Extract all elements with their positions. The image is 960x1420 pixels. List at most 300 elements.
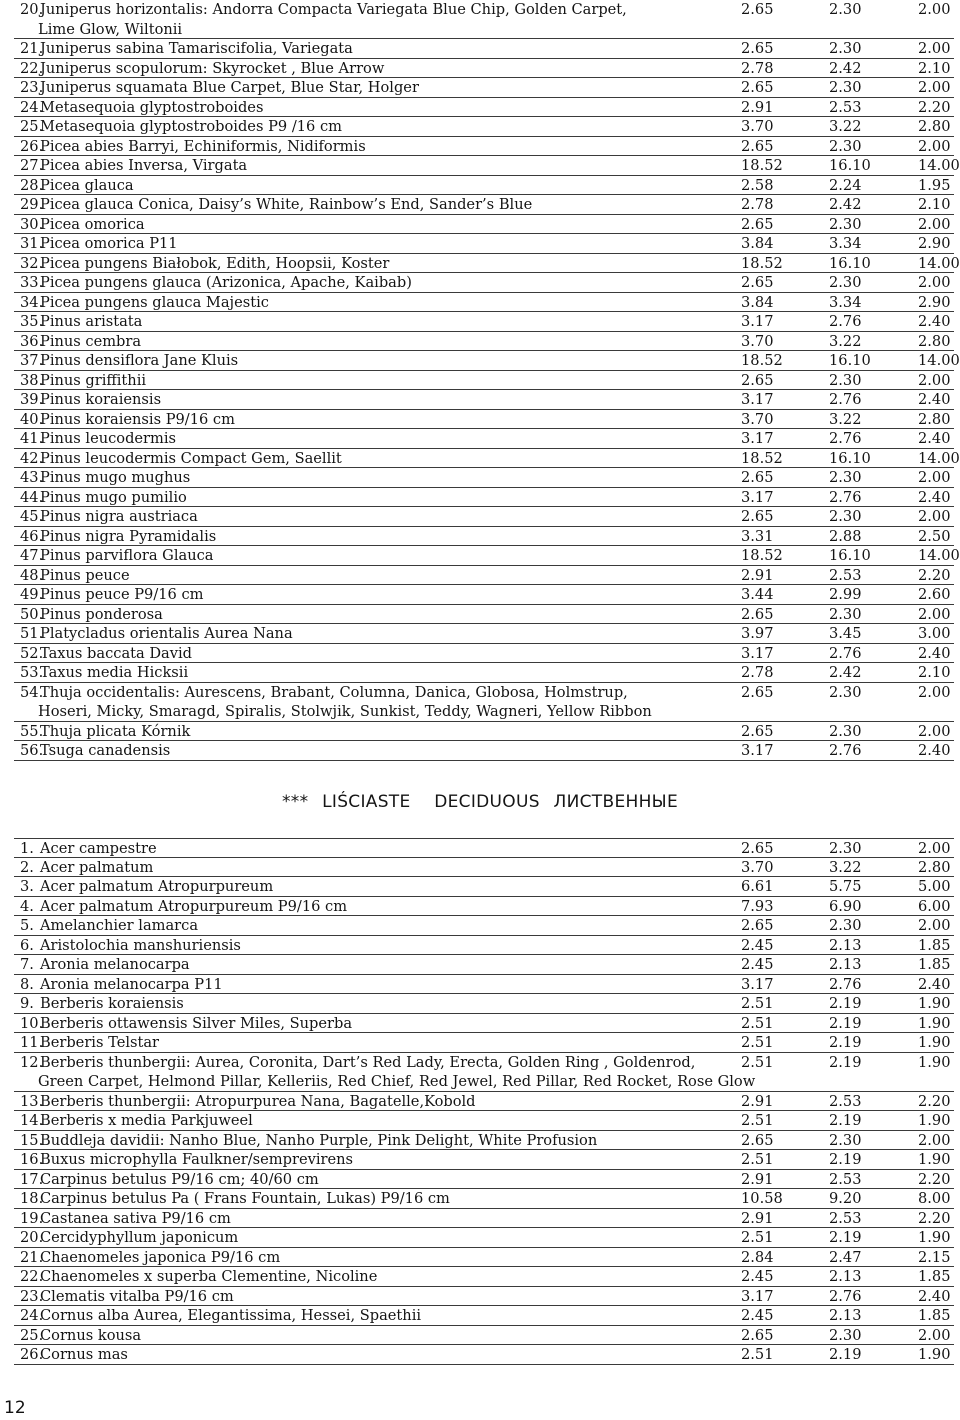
plant-name-line: Aronia melanocarpa [40, 956, 190, 973]
plant-name-line: Pinus aristata [40, 313, 143, 330]
plant-name-line: Picea pungens glauca (Arizonica, Apache, Kaibab) [40, 274, 412, 291]
plant-name [40, 312, 142, 332]
plant-name [40, 722, 190, 742]
table-row [14, 0, 954, 39]
row-number: 44. [20, 488, 44, 506]
price-p1: 2.65 [741, 1326, 774, 1344]
plant-name-line: Amelanchier lamarca [40, 917, 199, 934]
plant-name [40, 195, 532, 215]
price-p3: 2.20 [918, 1170, 951, 1188]
price-p2: 2.53 [829, 1170, 862, 1188]
price-p3: 5.00 [918, 878, 951, 895]
price-p1: 18.52 [741, 547, 783, 564]
plant-name-line: Metasequoia glyptostroboides [40, 98, 264, 116]
price-p1: 2.91 [741, 1209, 774, 1227]
price-p3: 2.00 [918, 917, 951, 934]
price-p2: 2.88 [829, 527, 862, 545]
price-p1: 2.45 [741, 936, 774, 954]
row-number: 19. [20, 1209, 44, 1227]
row-number: 6. [20, 936, 34, 954]
row-number: 54. [20, 683, 44, 701]
table-row [14, 955, 954, 975]
row-number: 37. [20, 352, 44, 369]
price-p3: 1.90 [918, 1014, 951, 1032]
price-p1: 2.65 [741, 917, 774, 934]
plant-name-line: Berberis ottawensis Silver Miles, Superba [40, 1014, 353, 1032]
table-row [14, 1053, 954, 1092]
table-row [14, 254, 960, 274]
section-title-pl: LIŚCIASTE [322, 792, 411, 812]
price-p2: 3.22 [829, 858, 862, 876]
price-p2: 2.76 [829, 430, 862, 447]
price-p2: 2.30 [829, 722, 862, 740]
price-p3: 2.00 [918, 605, 951, 623]
price-p2: 2.53 [829, 98, 862, 116]
price-p3: 2.00 [918, 1, 951, 18]
price-p2: 3.34 [829, 293, 862, 311]
row-number: 21. [20, 1248, 44, 1266]
table-row [14, 1248, 954, 1268]
price-p1: 2.78 [741, 59, 774, 77]
price-p3: 2.40 [918, 313, 951, 330]
row-number: 17. [20, 1170, 44, 1188]
price-p2: 2.53 [829, 566, 862, 584]
plant-name [40, 897, 347, 917]
plant-name-continuation: Hoseri, Micky, Smaragd, Spiralis, Stolwjik, Sunkist, Teddy, Wagneri, Yellow Ribbon [38, 703, 652, 720]
price-p2: 2.30 [829, 137, 862, 155]
plant-name [40, 1287, 234, 1307]
price-p2: 2.76 [829, 975, 862, 993]
row-number: 21. [20, 40, 44, 57]
row-number: 52. [20, 644, 44, 662]
price-p1: 2.58 [741, 176, 774, 194]
row-number: 22. [20, 59, 44, 77]
row-number: 24. [20, 1307, 44, 1324]
plant-name [40, 137, 366, 157]
price-p3: 2.00 [918, 371, 951, 389]
plant-name [40, 1150, 353, 1170]
price-p3: 2.00 [918, 1326, 951, 1344]
plant-name-line: Cornus kousa [40, 1326, 142, 1344]
price-p3: 14.00 [918, 449, 960, 467]
price-p3: 1.90 [918, 995, 951, 1012]
row-number: 20. [20, 1, 44, 18]
plant-name [40, 916, 198, 936]
price-p3: 2.00 [918, 469, 951, 486]
plant-name [40, 449, 342, 469]
plant-name-line: Pinus koraiensis P9/16 cm [40, 410, 235, 428]
price-p1: 3.70 [741, 118, 774, 135]
plant-name-line: Juniperus scopulorum: Skyrocket , Blue Arrow [40, 59, 385, 77]
price-p3: 2.80 [918, 332, 951, 350]
price-p3: 2.40 [918, 430, 951, 447]
table-row [14, 644, 954, 664]
price-p1: 3.70 [741, 858, 774, 876]
plant-name [40, 1306, 421, 1326]
price-p1: 2.65 [741, 605, 774, 623]
price-p2: 16.10 [829, 352, 871, 369]
row-number: 25. [20, 1326, 44, 1344]
plant-name-line: Thuja plicata Kórnik [40, 722, 191, 740]
plant-name-line: Berberis x media Parkjuweel [40, 1112, 253, 1129]
price-p2: 2.19 [829, 995, 862, 1012]
row-number: 14. [20, 1112, 44, 1129]
price-p1: 2.65 [741, 40, 774, 57]
plant-name [40, 1033, 159, 1053]
plant-name-line: Acer campestre [40, 840, 157, 857]
price-p2: 2.30 [829, 605, 862, 623]
price-p2: 2.30 [829, 1326, 862, 1344]
price-p3: 2.00 [918, 79, 951, 96]
row-number: 1. [20, 840, 34, 857]
plant-name [40, 858, 153, 878]
table-row [14, 722, 954, 742]
price-p3: 2.50 [918, 527, 951, 545]
price-p2: 5.75 [829, 878, 862, 895]
plant-name-line: Picea pungens Białobok, Edith, Hoopsii, Koster [40, 254, 390, 272]
price-p3: 2.40 [918, 1287, 951, 1305]
table-row [14, 1111, 954, 1131]
plant-name [40, 507, 198, 527]
table-row [14, 877, 954, 897]
table-row [14, 1345, 954, 1365]
price-p3: 2.00 [918, 1131, 951, 1149]
price-p2: 2.30 [829, 40, 862, 57]
price-p1: 2.91 [741, 1170, 774, 1188]
price-p3: 2.40 [918, 488, 951, 506]
price-p2: 2.19 [829, 1112, 862, 1129]
plant-name [40, 410, 235, 430]
row-number: 29. [20, 196, 44, 213]
price-p2: 2.13 [829, 956, 862, 973]
row-number: 41. [20, 430, 44, 447]
table-row [14, 1092, 954, 1112]
price-p1: 3.44 [741, 586, 774, 603]
price-p1: 18.52 [741, 449, 783, 467]
row-number: 3. [20, 878, 34, 895]
plant-name-line: Pinus leucodermis [40, 430, 177, 447]
table-row [14, 78, 954, 98]
price-p1: 10.58 [741, 1190, 783, 1207]
plant-name [40, 1014, 352, 1034]
plant-name-line: Pinus cembra [40, 332, 142, 350]
table-row [14, 624, 954, 644]
price-p1: 2.78 [741, 664, 774, 681]
row-number: 51. [20, 625, 44, 642]
table-row [14, 59, 954, 79]
price-p1: 3.97 [741, 625, 774, 642]
plant-name [40, 546, 213, 566]
plant-name-line: Berberis Telstar [40, 1034, 160, 1051]
page-number: 12 [4, 1398, 26, 1418]
plant-name-line: Cornus mas [40, 1346, 128, 1363]
table-row [14, 1170, 954, 1190]
price-p1: 2.65 [741, 274, 774, 291]
price-p1: 2.45 [741, 956, 774, 973]
plant-name-line: Pinus nigra austriaca [40, 508, 198, 525]
table-row [14, 410, 954, 430]
plant-name [40, 468, 190, 488]
conifer-price-table [14, 0, 960, 761]
plant-name [40, 994, 184, 1014]
plant-name [40, 605, 163, 625]
price-p1: 2.65 [741, 469, 774, 486]
table-row [14, 1150, 954, 1170]
price-p2: 2.42 [829, 59, 862, 77]
table-row [14, 176, 954, 196]
table-row [14, 838, 954, 858]
plant-name-line: Pinus ponderosa [40, 605, 163, 623]
table-row [14, 1189, 954, 1209]
price-p3: 2.40 [918, 391, 951, 408]
plant-name [40, 683, 780, 722]
plant-name [40, 1189, 450, 1209]
row-number: 27. [20, 157, 44, 174]
plant-name [40, 1248, 280, 1268]
price-p2: 16.10 [829, 254, 871, 272]
price-p2: 2.30 [829, 79, 862, 96]
price-p3: 2.90 [918, 293, 951, 311]
price-p2: 2.76 [829, 313, 862, 330]
table-row [14, 663, 954, 683]
row-number: 42. [20, 449, 44, 467]
plant-name-line: Castanea sativa P9/16 cm [40, 1209, 231, 1227]
plant-name [40, 39, 353, 59]
plant-name [40, 741, 170, 761]
price-p1: 2.65 [741, 722, 774, 740]
price-p2: 16.10 [829, 449, 871, 467]
price-p3: 2.00 [918, 508, 951, 525]
row-number: 7. [20, 956, 34, 973]
section-stars: *** [281, 792, 309, 812]
price-p3: 2.00 [918, 722, 951, 740]
deciduous-price-table [14, 838, 954, 1365]
row-number: 16. [20, 1151, 44, 1168]
plant-name-line: Berberis koraiensis [40, 995, 184, 1012]
price-p3: 2.00 [918, 137, 951, 155]
price-p2: 2.30 [829, 917, 862, 934]
table-row [14, 312, 954, 332]
table-row [14, 936, 954, 956]
price-p1: 2.65 [741, 1131, 774, 1149]
row-number: 2. [20, 858, 34, 876]
table-row [14, 351, 960, 371]
price-p3: 1.90 [918, 1112, 951, 1129]
table-row [14, 1326, 954, 1346]
price-p3: 2.20 [918, 1092, 951, 1110]
table-row [14, 234, 954, 254]
price-p3: 2.00 [918, 40, 951, 57]
price-p1: 3.70 [741, 410, 774, 428]
plant-name-line: Aristolochia manshuriensis [40, 936, 241, 954]
price-p1: 2.91 [741, 98, 774, 116]
price-p2: 3.22 [829, 118, 862, 135]
table-row [14, 858, 954, 878]
plant-name [40, 1228, 238, 1248]
plant-name [40, 936, 241, 956]
price-p3: 1.85 [918, 1268, 951, 1285]
plant-name-line: Tsuga canadensis [40, 742, 171, 759]
row-number: 10. [20, 1014, 44, 1032]
price-p3: 14.00 [918, 254, 960, 272]
price-p1: 2.51 [741, 1034, 774, 1051]
price-p2: 2.76 [829, 488, 862, 506]
price-p1: 2.91 [741, 566, 774, 584]
plant-name-line: Aronia melanocarpa P11 [40, 975, 223, 993]
table-row [14, 1131, 954, 1151]
price-p3: 2.00 [918, 683, 951, 701]
price-p3: 1.85 [918, 1307, 951, 1324]
plant-name [40, 955, 190, 975]
plant-name [40, 98, 263, 118]
price-p3: 14.00 [918, 547, 960, 564]
table-row [14, 975, 954, 995]
plant-name-line: Picea glauca Conica, Daisy’s White, Rainbow’s End, Sander’s Blue [40, 196, 533, 213]
price-p1: 2.51 [741, 1014, 774, 1032]
price-p1: 3.17 [741, 488, 774, 506]
price-p2: 2.13 [829, 936, 862, 954]
row-number: 26. [20, 1346, 44, 1363]
plant-name [40, 215, 145, 235]
price-p2: 2.19 [829, 1014, 862, 1032]
price-p3: 2.15 [918, 1248, 951, 1266]
plant-name [40, 839, 157, 859]
price-p2: 2.76 [829, 391, 862, 408]
row-number: 31. [20, 235, 44, 252]
price-p3: 2.80 [918, 118, 951, 135]
table-row [14, 1033, 954, 1053]
plant-name [40, 527, 216, 547]
price-p3: 1.90 [918, 1053, 951, 1071]
price-p2: 2.24 [829, 176, 862, 194]
price-p1: 2.84 [741, 1248, 774, 1266]
row-number: 45. [20, 508, 44, 525]
plant-name-line: Pinus mugo pumilio [40, 488, 187, 506]
price-p1: 2.65 [741, 215, 774, 233]
price-p3: 2.40 [918, 975, 951, 993]
price-p1: 2.65 [741, 683, 774, 701]
price-p3: 1.85 [918, 936, 951, 954]
price-p3: 2.60 [918, 586, 951, 603]
plant-name-line: Clematis vitalba P9/16 cm [40, 1287, 234, 1305]
price-p3: 1.95 [918, 176, 951, 194]
table-row [14, 39, 954, 59]
price-p3: 2.10 [918, 196, 951, 213]
plant-name-continuation: Green Carpet, Helmond Pillar, Kelleriis, Red Chief, Red Jewel, Red Pillar, Red Rocket, Rose Glow [38, 1073, 756, 1090]
section-title-en: DECIDUOUS [434, 792, 540, 812]
price-p1: 3.17 [741, 742, 774, 759]
price-p1: 2.51 [741, 1053, 774, 1071]
price-p2: 2.30 [829, 469, 862, 486]
row-number: 50. [20, 605, 44, 623]
plant-name [40, 1092, 476, 1112]
section-heading-deciduous [0, 792, 960, 812]
table-row [14, 98, 954, 118]
row-number: 47. [20, 547, 44, 564]
table-row [14, 1014, 954, 1034]
table-row [14, 195, 954, 215]
plant-name [40, 1111, 253, 1131]
table-row [14, 1306, 954, 1326]
price-p3: 14.00 [918, 157, 960, 174]
plant-name [40, 585, 203, 605]
row-number: 25. [20, 118, 44, 135]
price-p1: 3.84 [741, 235, 774, 252]
table-row [14, 916, 954, 936]
price-p3: 2.00 [918, 840, 951, 857]
row-number: 15. [20, 1131, 44, 1149]
price-p3: 2.80 [918, 858, 951, 876]
price-p2: 2.76 [829, 742, 862, 759]
price-p1: 3.84 [741, 293, 774, 311]
plant-name-line: Pinus koraiensis [40, 391, 162, 408]
plant-name [40, 234, 178, 254]
row-number: 12. [20, 1053, 44, 1071]
price-p2: 2.99 [829, 586, 862, 603]
plant-name [40, 429, 176, 449]
price-p3: 1.90 [918, 1346, 951, 1363]
plant-name [40, 1131, 597, 1151]
price-p2: 2.19 [829, 1034, 862, 1051]
table-row [14, 585, 954, 605]
row-number: 36. [20, 332, 44, 350]
price-p3: 2.80 [918, 410, 951, 428]
plant-name [40, 351, 238, 371]
plant-name-line: Juniperus sabina Tamariscifolia, Variegata [40, 40, 353, 57]
table-row [14, 546, 960, 566]
row-number: 18. [20, 1190, 44, 1207]
price-p1: 2.65 [741, 137, 774, 155]
price-p2: 2.19 [829, 1346, 862, 1363]
price-p1: 7.93 [741, 897, 774, 915]
plant-name-continuation: Lime Glow, Wiltonii [38, 20, 183, 38]
price-p2: 2.30 [829, 274, 862, 291]
row-number: 24. [20, 98, 44, 116]
table-row [14, 468, 954, 488]
plant-name-line: Pinus parviflora Glauca [40, 547, 214, 564]
row-number: 43. [20, 469, 44, 486]
plant-name-line: Pinus mugo mughus [40, 469, 191, 486]
row-number: 56. [20, 742, 44, 759]
plant-name-line: Carpinus betulus P9/16 cm; 40/60 cm [40, 1170, 319, 1188]
price-p1: 6.61 [741, 878, 774, 895]
price-p2: 2.30 [829, 1, 862, 18]
plant-name [40, 156, 247, 176]
price-p1: 2.65 [741, 508, 774, 525]
plant-name-line: Taxus media Hicksii [40, 664, 189, 681]
plant-name [40, 1209, 231, 1229]
plant-name-line: Pinus densiflora Jane Kluis [40, 352, 239, 369]
price-p1: 3.31 [741, 527, 774, 545]
table-row [14, 566, 954, 586]
price-p2: 2.30 [829, 840, 862, 857]
price-p1: 18.52 [741, 352, 783, 369]
price-p2: 2.30 [829, 371, 862, 389]
plant-name-line: Juniperus squamata Blue Carpet, Blue Star, Holger [40, 79, 419, 96]
price-p2: 16.10 [829, 157, 871, 174]
price-p1: 3.17 [741, 430, 774, 447]
table-row [14, 273, 954, 293]
price-p3: 2.10 [918, 664, 951, 681]
row-number: 38. [20, 371, 44, 389]
price-p3: 2.20 [918, 566, 951, 584]
row-number: 8. [20, 975, 34, 993]
row-number: 34. [20, 293, 44, 311]
price-p1: 2.65 [741, 840, 774, 857]
price-p1: 3.70 [741, 332, 774, 350]
plant-name-line: Pinus griffithii [40, 371, 147, 389]
row-number: 48. [20, 566, 44, 584]
